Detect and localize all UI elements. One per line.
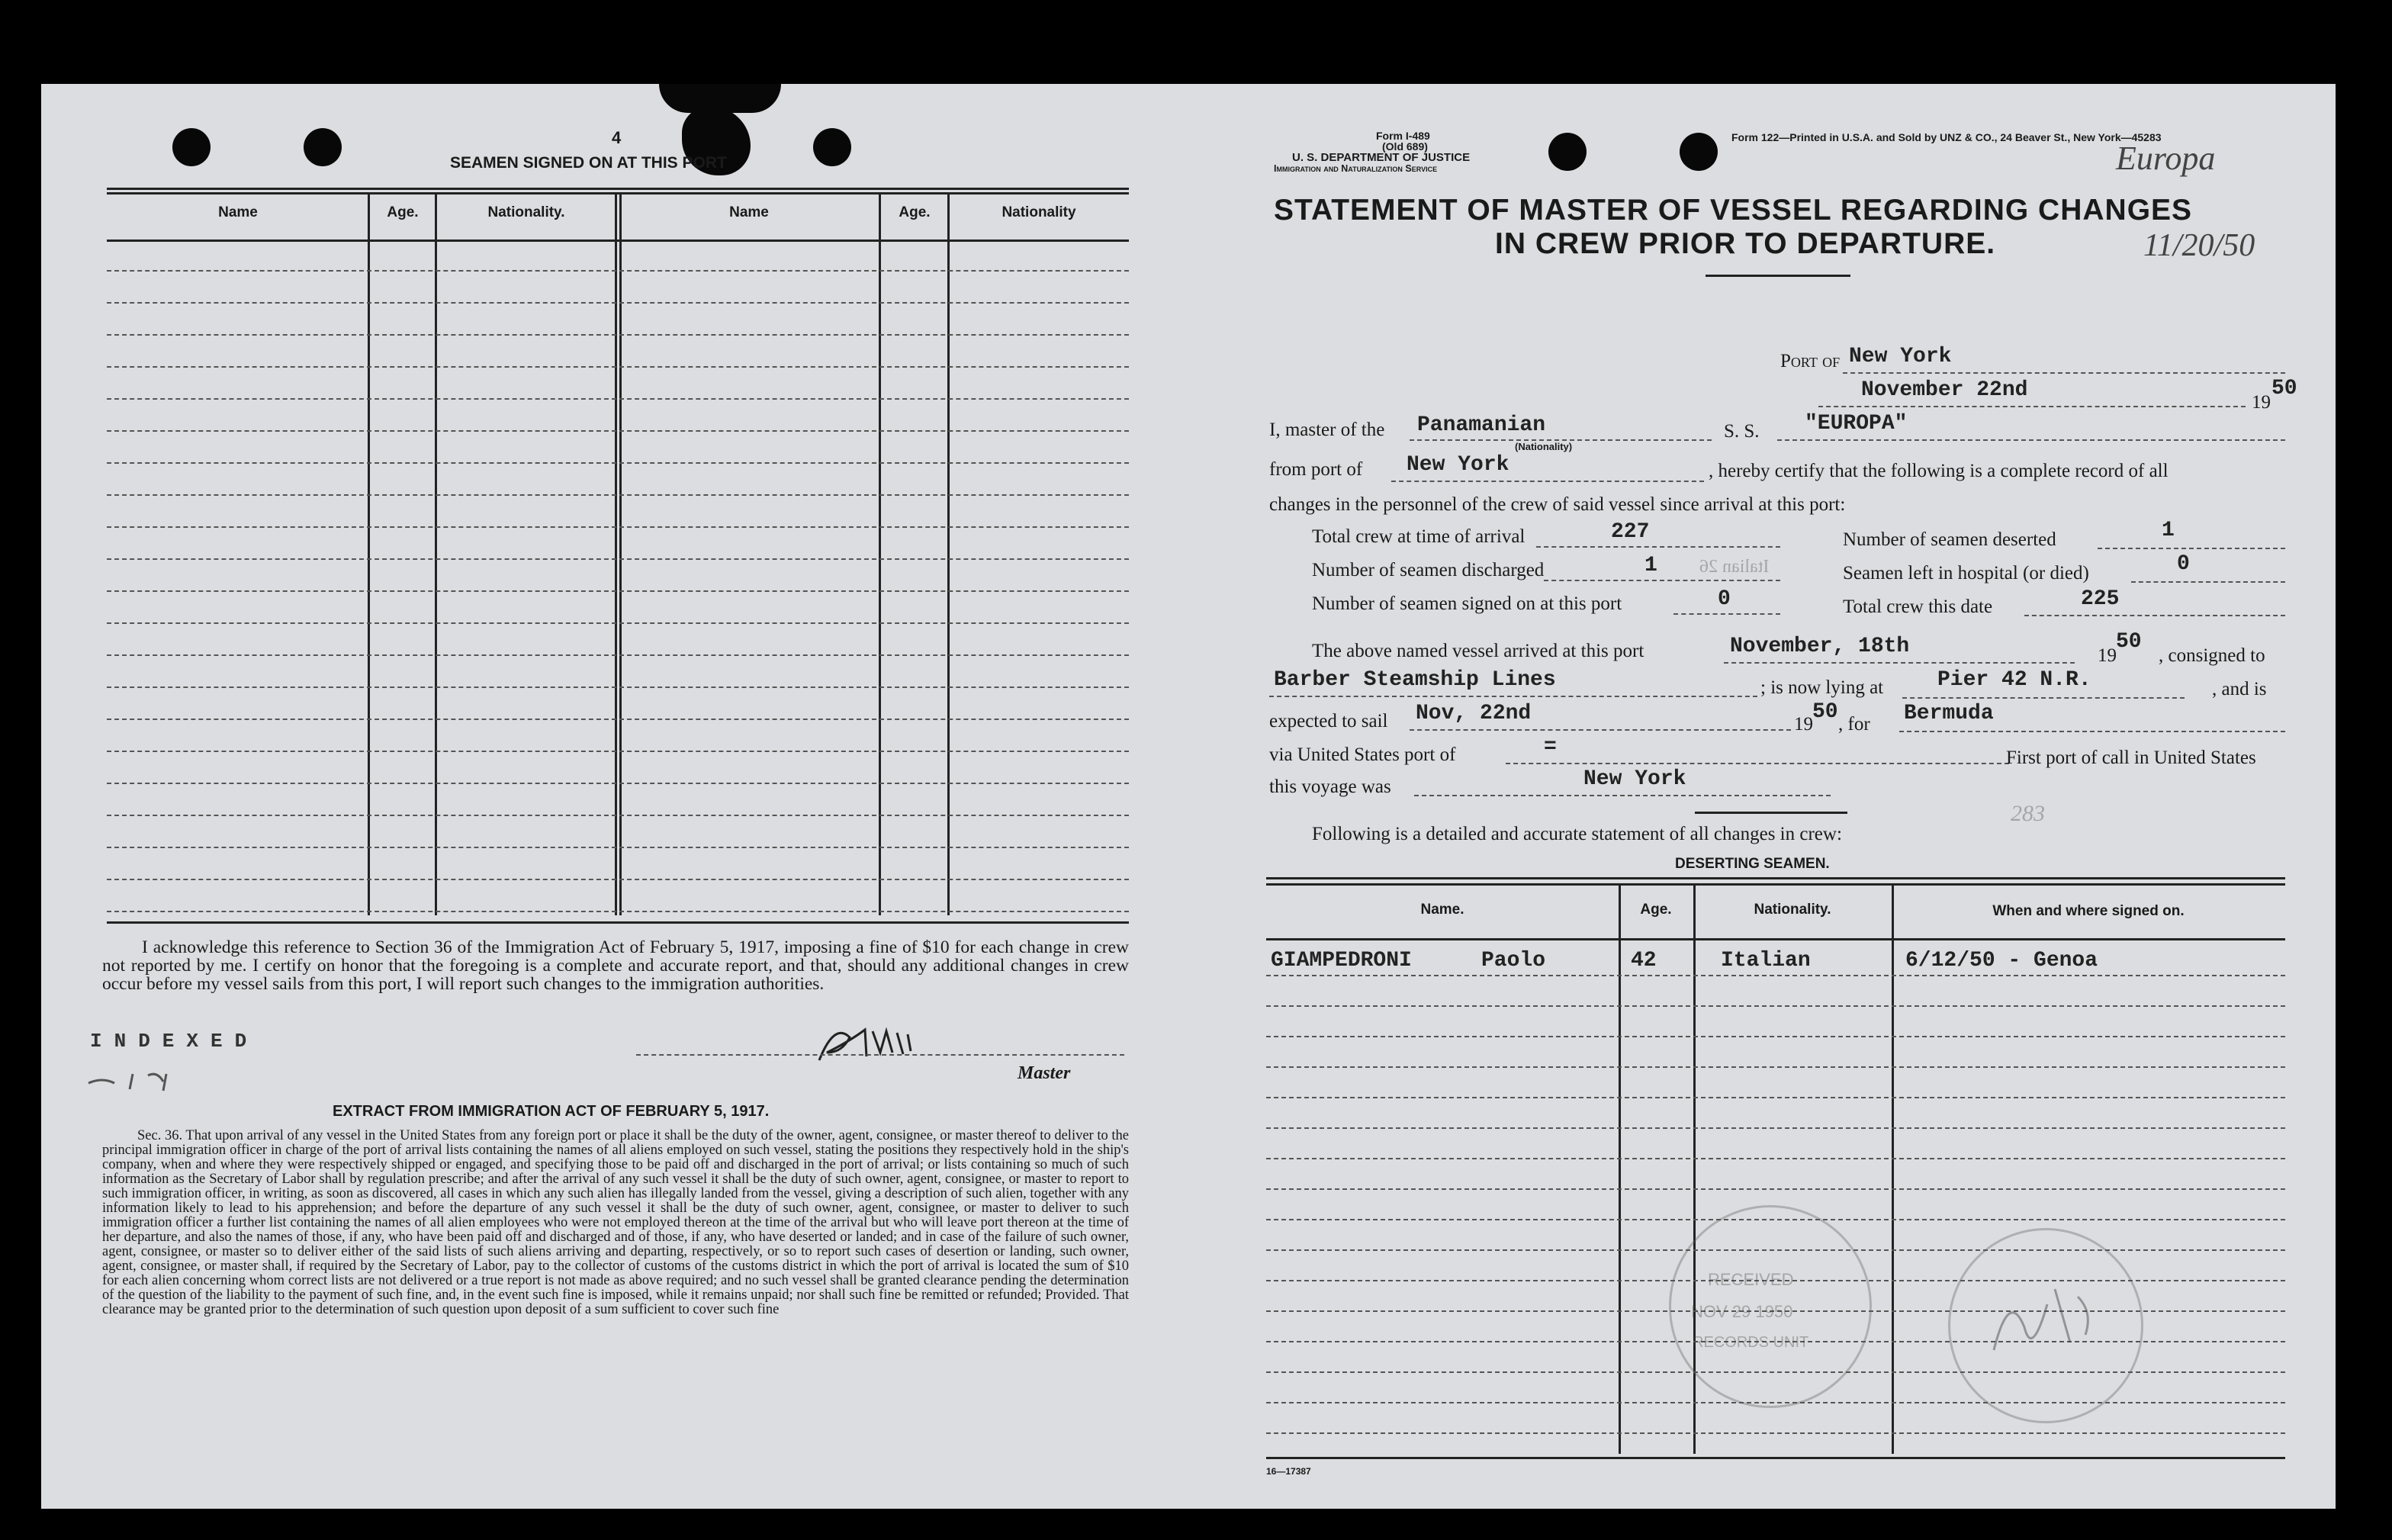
fill-line bbox=[1902, 697, 2185, 699]
extract-title: EXTRACT FROM IMMIGRATION ACT OF FEBRUARY 5, 1917. bbox=[333, 1103, 770, 1120]
form-old-number: (Old 689) bbox=[1382, 140, 1428, 153]
column-header-nationality: Nationality. bbox=[1754, 902, 1831, 918]
table-row-line bbox=[107, 847, 1129, 848]
left-page-heading: SEAMEN SIGNED ON AT THIS PORT bbox=[450, 154, 727, 172]
first-port-label: First port of call in United States bbox=[2006, 747, 2256, 768]
fill-line bbox=[1843, 372, 2285, 374]
handwritten-vessel-note: Europa bbox=[2116, 140, 2216, 177]
signature-line bbox=[636, 1054, 1124, 1056]
table-row-line bbox=[107, 526, 1129, 528]
table-row-line bbox=[107, 751, 1129, 752]
table-row-line bbox=[1266, 1127, 2285, 1129]
table-row-line bbox=[107, 622, 1129, 624]
fill-line bbox=[2131, 581, 2285, 583]
column-header-nationality: Nationality. bbox=[487, 204, 565, 220]
punch-hole bbox=[304, 128, 342, 166]
pencil-note: 283 bbox=[2011, 801, 2045, 826]
handwritten-mark bbox=[87, 1069, 178, 1085]
table-row-line bbox=[107, 719, 1129, 720]
column-header-nationality: Nationality bbox=[1001, 204, 1076, 220]
arrived-year-prefix: 19 bbox=[2098, 645, 2117, 666]
fill-line bbox=[1544, 580, 1780, 581]
deserted-label: Number of seamen deserted bbox=[1843, 529, 2056, 550]
table-rule bbox=[1266, 883, 2285, 886]
table-row-line bbox=[1266, 1005, 2285, 1007]
table-row bbox=[1266, 946, 2285, 976]
fill-line bbox=[1673, 613, 1780, 615]
sail-year-prefix: 19 bbox=[1794, 714, 1813, 735]
table-rule bbox=[1266, 938, 2285, 940]
document-sheet bbox=[41, 84, 2336, 1509]
port-value: New York bbox=[1849, 345, 1952, 368]
master-label: Master bbox=[1018, 1063, 1071, 1083]
fill-line bbox=[1536, 546, 1780, 548]
signed-on-value: 0 bbox=[1718, 587, 1731, 611]
from-port-label: from port of bbox=[1269, 459, 1363, 480]
form-number: Form I-489 bbox=[1376, 130, 1430, 142]
total-crew-arrival-label: Total crew at time of arrival bbox=[1312, 526, 1526, 547]
acknowledgement-text: I acknowledge this reference to Section 36 of the Immigration Act of February 5, 1917, imposing a fine of $10 for each change in crew not reported by me. I certify on honor that the foregoing is a complete and accurate report, and that, should any additional changes in crew occur before my vessel sails from this port, I will report such changes to the immigration authorities. bbox=[102, 937, 1129, 994]
fill-line bbox=[1724, 662, 2075, 664]
fill-line bbox=[2024, 615, 2285, 616]
arrived-label: The above named vessel arrived at this port bbox=[1312, 641, 1644, 661]
fill-line bbox=[1506, 763, 2009, 764]
hospital-value: 0 bbox=[2177, 552, 2190, 576]
column-divider bbox=[368, 192, 370, 915]
arrived-value: November, 18th bbox=[1730, 635, 1910, 658]
table-row-line bbox=[1266, 1036, 2285, 1037]
lying-label: ; is now lying at bbox=[1760, 677, 1884, 698]
indexed-stamp: INDEXED bbox=[90, 1030, 259, 1053]
signed-on-label: Number of seamen signed on at this port bbox=[1312, 593, 1622, 614]
punch-hole bbox=[1548, 133, 1587, 171]
department-name: U. S. DEPARTMENT OF JUSTICE bbox=[1292, 151, 1471, 164]
handwritten-initials bbox=[1979, 1259, 2108, 1373]
stamp-received-text: RECEIVED bbox=[1708, 1270, 1794, 1289]
statement-year: 50 bbox=[2271, 377, 2297, 400]
punch-hole bbox=[813, 128, 851, 166]
table-rule bbox=[107, 192, 1129, 195]
deserted-value: 1 bbox=[2162, 519, 2175, 542]
deserter-given-name: Paolo bbox=[1481, 949, 1546, 973]
table-row-line bbox=[1266, 1097, 2285, 1098]
footer-code: 16—17387 bbox=[1266, 1466, 1311, 1477]
and-is-label: , and is bbox=[2212, 679, 2267, 699]
column-header-age: Age. bbox=[1640, 902, 1672, 918]
section-rule bbox=[1695, 812, 1847, 814]
fill-line bbox=[1777, 439, 2285, 441]
table-row-line bbox=[107, 494, 1129, 496]
arrived-year: 50 bbox=[2116, 630, 2142, 654]
table-row-line bbox=[107, 686, 1129, 688]
first-port-value: New York bbox=[1583, 767, 1686, 791]
following-text: Following is a detailed and accurate statement of all changes in crew: bbox=[1312, 824, 1842, 844]
column-divider bbox=[619, 192, 622, 915]
port-label: Port of bbox=[1780, 351, 1841, 371]
column-header-name: Name bbox=[218, 204, 258, 220]
table-rule bbox=[107, 188, 1129, 190]
column-header-age: Age. bbox=[899, 204, 931, 220]
table-row-line bbox=[107, 879, 1129, 880]
table-row-line bbox=[107, 334, 1129, 336]
column-header-signed-on: When and where signed on. bbox=[1992, 903, 2185, 919]
table-row-line bbox=[107, 302, 1129, 304]
table-row-line bbox=[107, 911, 1129, 912]
changes-text: changes in the personnel of the crew of said vessel since arrival at this port: bbox=[1269, 494, 1846, 515]
received-stamp bbox=[1669, 1205, 1872, 1408]
consignee-value: Barber Steamship Lines bbox=[1274, 668, 1556, 692]
table-row-line bbox=[107, 462, 1129, 464]
column-divider bbox=[947, 192, 950, 915]
consigned-label: , consigned to bbox=[2159, 645, 2265, 666]
column-divider bbox=[615, 192, 617, 915]
fill-line bbox=[2098, 548, 2285, 549]
column-header-age: Age. bbox=[387, 204, 419, 220]
form-title-line1: STATEMENT OF MASTER OF VESSEL REGARDING CHANGES bbox=[1274, 194, 2193, 227]
certify-text: , hereby certify that the following is a complete record of all bbox=[1709, 461, 2169, 481]
deserter-signed-on: 6/12/50 - Genoa bbox=[1905, 949, 2098, 973]
table-row-line bbox=[107, 815, 1129, 816]
discharged-value: 1 bbox=[1644, 554, 1657, 577]
total-crew-date-value: 225 bbox=[2081, 587, 2120, 611]
table-row-line bbox=[107, 430, 1129, 432]
title-underline bbox=[1706, 275, 1850, 277]
handwritten-date-note: 11/20/50 bbox=[2143, 228, 2255, 263]
punch-hole bbox=[1680, 133, 1718, 171]
table-rule bbox=[1266, 1457, 2285, 1459]
table-row-line bbox=[107, 654, 1129, 656]
stamp-unit-text: RECORDS UNIT bbox=[1693, 1334, 1809, 1351]
table-row-line bbox=[107, 783, 1129, 784]
deserting-heading: DESERTING SEAMEN. bbox=[1675, 856, 1830, 872]
master-of-label: I, master of the bbox=[1269, 420, 1385, 440]
table-row-line bbox=[107, 398, 1129, 400]
total-crew-date-label: Total crew this date bbox=[1843, 596, 1993, 617]
table-row-line bbox=[1266, 1158, 2285, 1159]
table-row-line bbox=[107, 366, 1129, 368]
vessel-nationality: Panamanian bbox=[1417, 413, 1546, 437]
total-crew-arrival-value: 227 bbox=[1611, 520, 1650, 544]
statement-date: November 22nd bbox=[1861, 378, 2028, 402]
year-prefix: 19 bbox=[2252, 392, 2271, 413]
punch-hole bbox=[172, 128, 211, 166]
lying-value: Pier 42 N.R. bbox=[1937, 668, 2091, 692]
printer-line: Form 122—Printed in U.S.A. and Sold by UNZ & CO., 24 Beaver St., New York—45283 bbox=[1731, 131, 2162, 143]
this-voyage-label: this voyage was bbox=[1269, 776, 1391, 797]
extract-text: Sec. 36. That upon arrival of any vessel in the United States from any foreign port or place it shall be the duty of the owner, agent, consignee, or master thereof to deliver to the principal immigration officer in charge of the port of arrival lists containing the names of all aliens employed on such vessel, stating the positions they respectively hold in the ship's company, when and where they were respectively shipped or engaged, and specifying those to be paid off and discharged in the port of arrival; or lists containing so much of such information as the Secretary of Labor shall by regulation prescribe; and after the arrival of any such vessel it shall be the duty of such owner, agent, consignee, or master to report to such immigration officer, in writing, as soon as discovered, all cases in which any such alien has illegally landed from the vessel, giving a description of such alien, together with any information likely to lead to his apprehension; and before the departure of any such vessel it shall be the duty of such owner, agent, consignee, or master to deliver to such immigration officer a further list containing the names of all alien employees who were not employed thereon at the time of the arrival but who will leave port thereon at the time of her departure, and also the names of those, if any, who have been paid off and discharged and of those, if any, who have deserted or landed; and in case of the failure of such owner, agent, consignee, or master so to deliver either of the said lists of such aliens arriving and departing, respectively, or so to report such cases of desertion or landing, such owner, agent, consignee, or master shall, if required by the Secretary of Labor, pay to the collector of customs of the customs district in which the port of arrival is located the sum of $10 for each alien concerning whom correct lists are not delivered or a true report is not made as above required; and no such vessel shall be granted clearance pending the determination of the question of the liability to the payment of such fine, and, in the event such fine is imposed, while it remains unpaid; nor shall such fine be remitted or refunded; Provided. That clearance may be granted prior to the determination of such question upon deposit of a sum sufficient to cover such fine bbox=[102, 1128, 1129, 1317]
table-row-line bbox=[107, 558, 1129, 560]
ss-label: S. S. bbox=[1724, 421, 1760, 442]
table-row-line bbox=[1266, 1432, 2285, 1434]
form-title-line2: IN CREW PRIOR TO DEPARTURE. bbox=[1495, 227, 1996, 260]
hospital-label: Seamen left in hospital (or died) bbox=[1843, 563, 2089, 584]
master-signature bbox=[796, 1014, 926, 1068]
deserter-age: 42 bbox=[1631, 949, 1657, 973]
from-port-value: New York bbox=[1407, 453, 1509, 477]
discharged-label: Number of seamen discharged bbox=[1312, 560, 1545, 580]
table-row-line bbox=[1266, 1066, 2285, 1068]
column-divider bbox=[435, 192, 437, 915]
column-header-name: Name. bbox=[1420, 902, 1464, 918]
nationality-caption: (Nationality) bbox=[1515, 441, 1573, 452]
deserter-nationality: Italian bbox=[1721, 949, 1811, 973]
service-name: Immigration and Naturalization Service bbox=[1274, 163, 1438, 174]
table-rule bbox=[107, 240, 1129, 242]
table-rule bbox=[1266, 877, 2285, 879]
vessel-name: "EUROPA" bbox=[1805, 412, 1908, 436]
stamp-date-text: NOV 29 1950 bbox=[1691, 1302, 1793, 1321]
table-rule bbox=[107, 921, 1129, 924]
table-row-line bbox=[1266, 1188, 2285, 1190]
fill-line bbox=[1414, 795, 1831, 796]
fill-line bbox=[1410, 729, 1791, 731]
via-value: = bbox=[1544, 735, 1557, 759]
destination-value: Bermuda bbox=[1904, 702, 1994, 725]
bleedthrough-text: Italian 26 bbox=[1699, 557, 1770, 577]
table-row-line bbox=[1266, 975, 2285, 976]
fill-line bbox=[1269, 696, 1757, 697]
for-label: , for bbox=[1838, 714, 1870, 735]
sail-year: 50 bbox=[1812, 700, 1838, 724]
column-header-name: Name bbox=[729, 204, 769, 220]
table-row-line bbox=[107, 270, 1129, 272]
expected-value: Nov, 22nd bbox=[1416, 702, 1532, 725]
fill-line bbox=[1818, 406, 2246, 407]
column-divider bbox=[879, 192, 881, 915]
fill-line bbox=[1899, 731, 2285, 732]
table-row-line bbox=[107, 590, 1129, 592]
deserter-surname: GIAMPEDRONI bbox=[1271, 949, 1412, 973]
expected-label: expected to sail bbox=[1269, 711, 1388, 731]
page-number: 4 bbox=[612, 128, 622, 147]
via-label: via United States port of bbox=[1269, 744, 1456, 765]
fill-line bbox=[1391, 481, 1704, 482]
